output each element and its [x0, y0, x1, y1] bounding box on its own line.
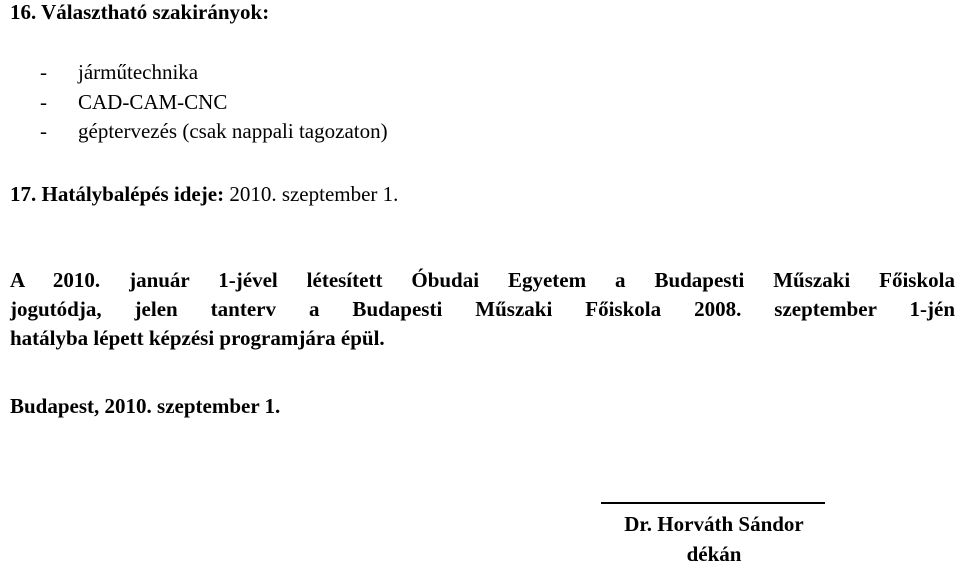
paragraph-line: hatályba lépett képzési programjára épül. — [10, 326, 385, 350]
effective-date-label: 17. Hatálybalépés ideje: — [10, 182, 225, 206]
signatory-name: Dr. Horváth Sándor — [624, 512, 804, 536]
signatory-title: dékán — [686, 542, 742, 566]
list-item-text: CAD-CAM-CNC — [78, 90, 228, 114]
list-item-text: járműtechnika — [78, 60, 199, 84]
list-item-text: géptervezés (csak nappali tagozaton) — [78, 119, 388, 143]
legal-paragraph — [10, 266, 955, 353]
specialization-list-item — [40, 88, 227, 116]
paragraph-line: A 2010. január 1-jével létesített Óbudai Egyetem a Budapesti Műszaki Főiskola — [10, 268, 955, 292]
list-dash: - — [40, 60, 47, 84]
effective-date-value: 2010. szeptember 1. — [229, 182, 399, 206]
list-dash: - — [40, 119, 47, 143]
section-16-heading: 16. Választható szakirányok: — [10, 0, 270, 24]
place-and-date: Budapest, 2010. szeptember 1. — [10, 394, 281, 418]
paragraph-line: jogutódja, jelen tanterv a Budapesti Műszaki Főiskola 2008. szeptember 1-jén — [10, 297, 955, 321]
list-dash: - — [40, 90, 47, 114]
section-17-effective-date — [10, 180, 398, 208]
specialization-list-item — [40, 58, 198, 86]
signature-line — [601, 502, 825, 504]
specialization-list-item — [40, 117, 388, 145]
